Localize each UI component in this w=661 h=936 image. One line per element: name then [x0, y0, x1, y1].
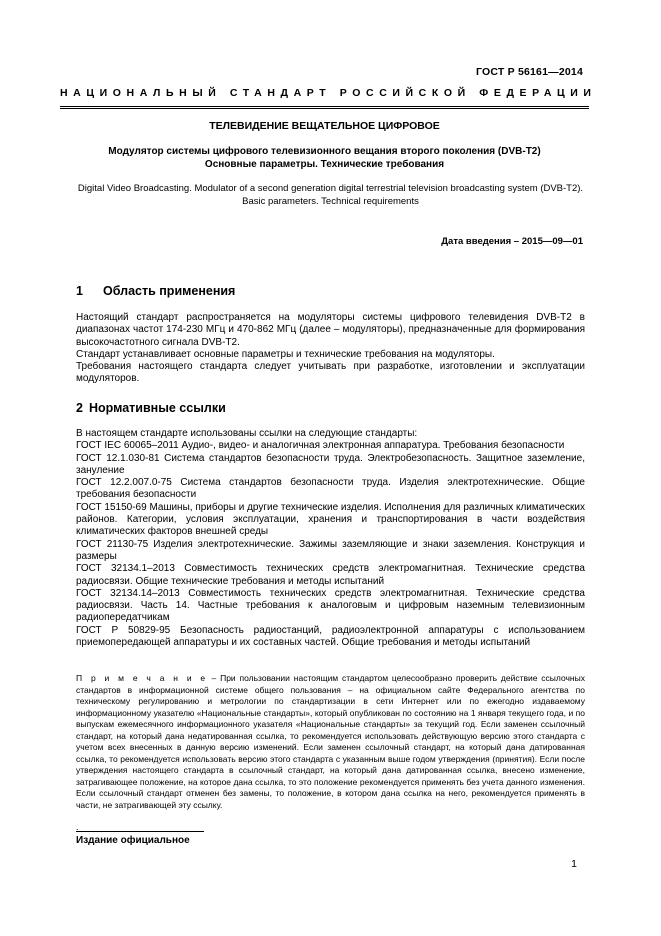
section-1-paragraph: Стандарт устанавливает основные параметры и технические требования на модуляторы.	[76, 348, 495, 360]
section-1-number: 1	[76, 284, 83, 298]
section-1-heading	[76, 284, 235, 298]
note-lead: П р и м е ч а н и е	[76, 673, 208, 683]
reference-item: ГОСТ IEC 60065–2011 Аудио-, видео- и аналогичная электронная аппаратура. Требования безопасности	[76, 440, 565, 452]
reference-item: ГОСТ 12.1.030-81 Система стандартов безопасности труда. Электробезопасность. Защитное заземление, зануление	[76, 452, 585, 476]
section-1-title: Область применения	[103, 284, 236, 298]
footer-rule	[76, 831, 204, 832]
reference-item: ГОСТ 32134.14–2013 Совместимость технических средств электромагнитная. Технические средства радиосвязи. Часть 14. Частные требования к аналоговым и цифровым наземным телевизионным радиопередатчикам	[76, 587, 585, 624]
section-1-paragraph: Настоящий стандарт распространяется на модуляторы системы цифрового телевидения DVB-T2 в диапазонах частот 174-230 МГц и 470-862 МГц (далее – модуляторы), предназначенные для формирования высокочастотного сигнала DVB-T2.	[76, 312, 585, 348]
reference-item: ГОСТ 32134.1–2013 Совместимость технических средств электромагнитная. Технические средства радиосвязи. Общие технические требования и методы испытаний	[76, 563, 585, 587]
national-standard-banner: НАЦИОНАЛЬНЫЙ СТАНДАРТ РОССИЙСКОЙ ФЕДЕРАЦИИ	[60, 87, 597, 99]
subtitle-en-line-2: Basic parameters. Technical requirements	[242, 195, 419, 207]
references-note	[76, 673, 585, 811]
section-2-heading	[76, 401, 226, 415]
reference-item: ГОСТ 21130-75 Изделия электротехнические. Зажимы заземляющие и знаки заземления. Конструкция и размеры	[76, 538, 585, 562]
section-1-body	[76, 312, 585, 386]
section-2-number: 2	[76, 401, 83, 415]
reference-item: ГОСТ 12.2.007.0-75 Система стандартов безопасности труда. Изделия электротехнические. Общие требования безопасности	[76, 477, 585, 501]
reference-item: ГОСТ Р 50829-95 Безопасность радиостанций, радиоэлектронной аппаратуры с использованием приемопередающей аппаратуры и их составных частей. Общие требования и методы испытаний	[76, 624, 585, 649]
page-number: 1	[571, 858, 577, 870]
introduction-date: Дата введения – 2015—09—01	[441, 236, 583, 247]
document-subtitle-en	[40, 183, 621, 208]
reference-item: ГОСТ 15150-69 Машины, приборы и другие технические изделия. Исполнения для различных климатических районов. Категории, условия эксплуатации, хранения и транспортирования в части воздействия климатических факторов внешней среды	[76, 501, 585, 538]
section-2-body	[76, 428, 585, 649]
reference-intro: В настоящем стандарте использованы ссылки на следующие стандарты:	[76, 428, 418, 439]
document-title: ТЕЛЕВИДЕНИЕ ВЕЩАТЕЛЬНОЕ ЦИФРОВОЕ	[209, 120, 440, 132]
footer-mark: .	[76, 822, 79, 832]
document-subtitle-ru	[60, 146, 589, 171]
section-1-paragraph: Требования настоящего стандарта следует учитывать при разработке, изготовлении и эксплуатации модуляторов.	[76, 361, 585, 385]
header-rule-top	[60, 106, 589, 107]
section-2-title: Нормативные ссылки	[89, 401, 226, 415]
header-rule-bottom	[60, 108, 589, 109]
official-edition-label: Издание официальное	[76, 835, 190, 846]
subtitle-ru-line-2: Основные параметры. Технические требования	[204, 158, 445, 170]
note-text: – При пользовании настоящим стандартом целесообразно проверить действие ссылочных стандартов в информационной системе общего пользования – на официальном сайте Федерального агентства по техническому регулированию и метрологии по стандартизации в сети Интернет или по ежегодно издаваемому информационному указателю «Национальные стандарты», который опубликован по состоянию на 1 января текущего года, и по выпускам ежемесячного информационного указателя «Национальные стандарты» за текущий год. Если заменен ссылочный стандарт, на который дана недатированная ссылка, то рекомендуется использовать действующую версию этого стандарта с учетом всех внесенных в данную версию изменений. Если заменен ссылочный стандарт, на который дана датированная ссылка, то рекомендуется использовать версию этого стандарта с указанным выше годом утверждения (принятия). Если после утверждения настоящего стандарта в ссылочный стандарт, на который дана датированная ссылка, внесено изменение, затрагивающее положение, на которое дана ссылка, то это положение рекомендуется применять без учета данного изменения. Если ссылочный стандарт отменен без замены, то положение, в котором дана ссылка на него, рекомендуется применять в части, не затрагивающей эту ссылку.	[76, 673, 585, 810]
subtitle-en-line-1: Digital Video Broadcasting. Modulator of a second generation digital terrestrial television broadcasting system (DVB-T2).	[77, 183, 584, 194]
document-number: ГОСТ Р 56161—2014	[475, 66, 583, 78]
subtitle-ru-line-1: Модулятор системы цифрового телевизионного вещания второго поколения (DVB-T2)	[108, 146, 541, 157]
